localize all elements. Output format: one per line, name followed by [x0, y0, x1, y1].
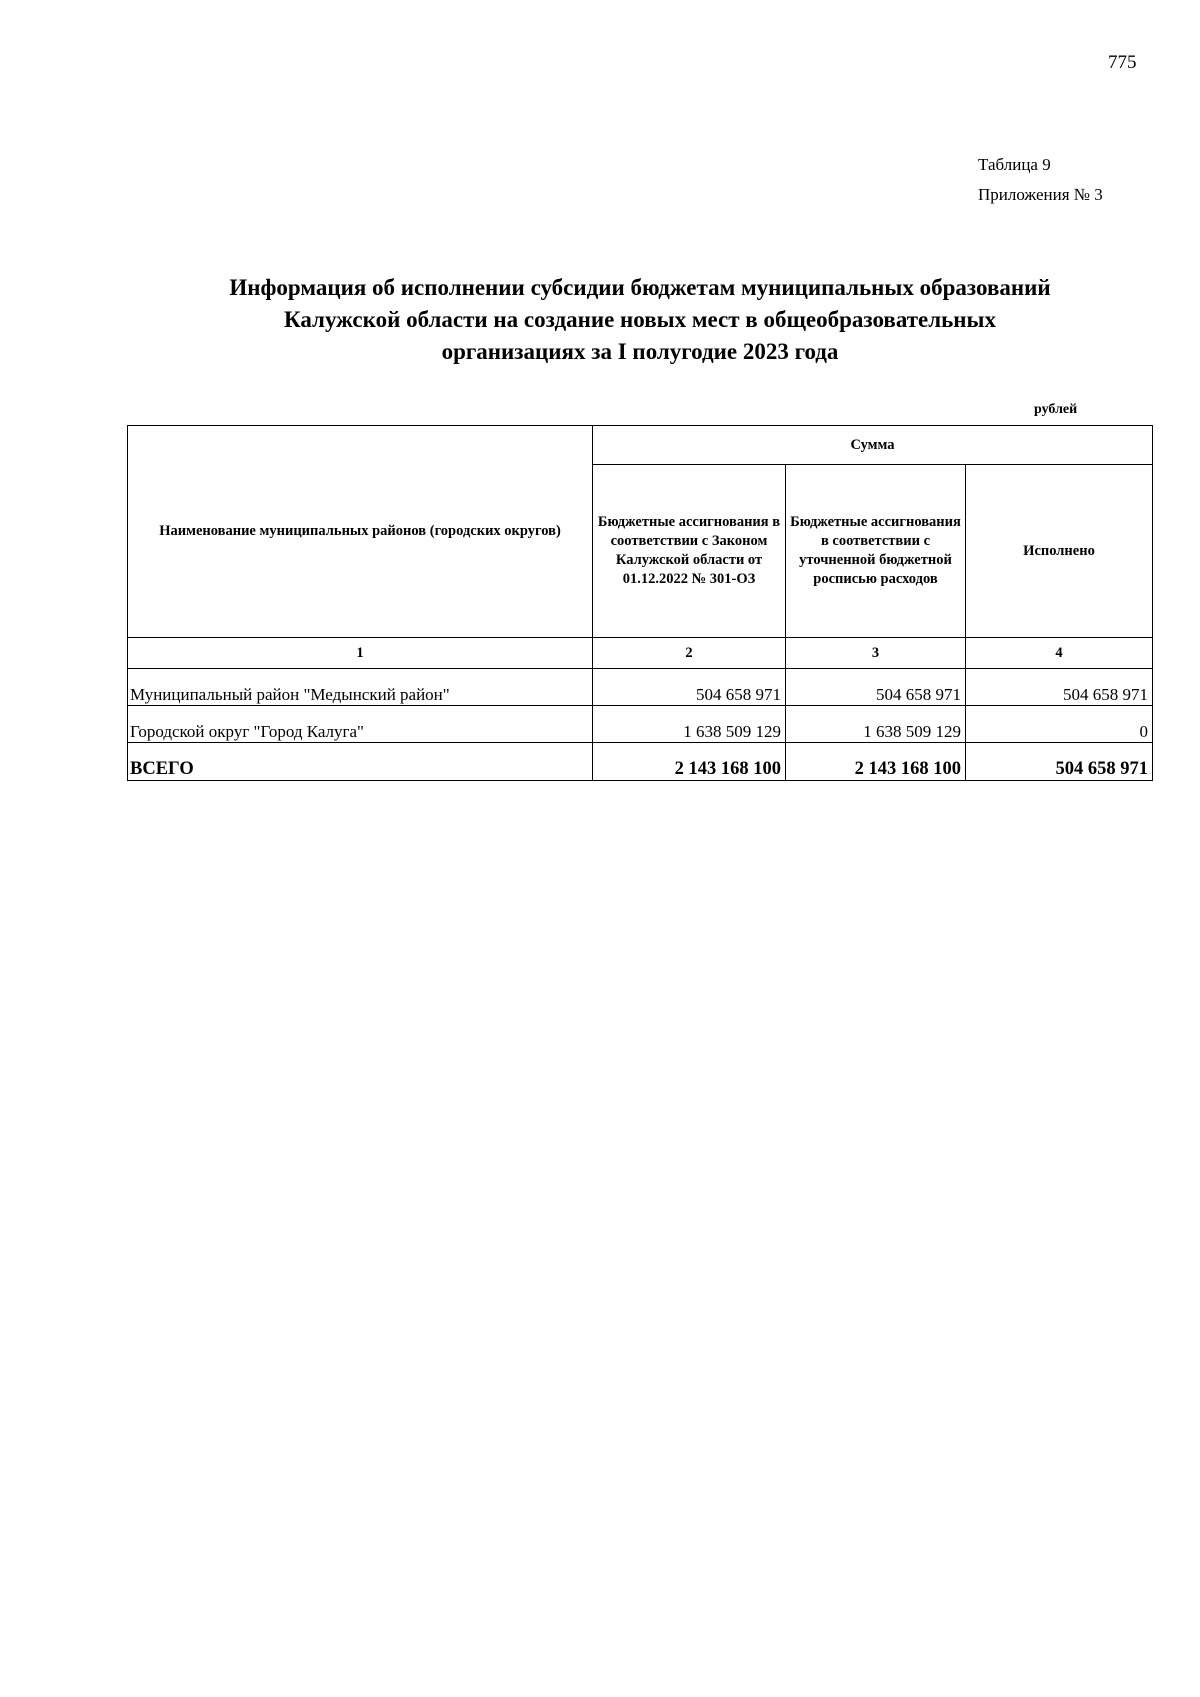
total-budget-schedule: 2 143 168 100 — [786, 743, 966, 781]
currency-unit: рублей — [1034, 402, 1078, 417]
total-label: ВСЕГО — [128, 743, 593, 781]
header-col-executed: Исполнено — [966, 465, 1153, 638]
header-col-law-allocation: Бюджетные ассигнования в соответствии с Законом Калужской области от 01.12.2022 № 301-ОЗ — [593, 465, 786, 638]
column-number: 3 — [786, 638, 966, 669]
page-number: 775 — [1108, 52, 1137, 73]
table-row — [128, 669, 1153, 706]
row-executed: 504 658 971 — [966, 669, 1153, 706]
subsidy-table — [127, 425, 1153, 781]
header-name-column: Наименование муниципальных районов (городских округов) — [128, 426, 593, 638]
row-law-allocation: 1 638 509 129 — [593, 706, 786, 743]
total-executed: 504 658 971 — [966, 743, 1153, 781]
document-title — [120, 272, 1160, 368]
total-law-allocation: 2 143 168 100 — [593, 743, 786, 781]
header-sum-group: Сумма — [593, 426, 1153, 465]
total-row — [128, 743, 1153, 781]
column-number: 1 — [128, 638, 593, 669]
row-budget-schedule: 1 638 509 129 — [786, 706, 966, 743]
title-line-2: Калужской области на создание новых мест в общеобразовательных — [283, 307, 997, 332]
title-line-3: организациях за I полугодие 2023 года — [441, 339, 839, 364]
row-name: Городской округ "Город Калуга" — [128, 706, 593, 743]
column-number: 4 — [966, 638, 1153, 669]
row-law-allocation: 504 658 971 — [593, 669, 786, 706]
row-executed: 0 — [966, 706, 1153, 743]
header-col-budget-schedule: Бюджетные ассигнования в соответствии с уточненной бюджетной росписью расходов — [786, 465, 966, 638]
table-label: Таблица 9 — [978, 155, 1051, 174]
appendix-label: Приложения № 3 — [978, 185, 1103, 204]
column-number-row — [128, 638, 1153, 669]
row-name: Муниципальный район "Медынский район" — [128, 669, 593, 706]
column-number: 2 — [593, 638, 786, 669]
table-row — [128, 706, 1153, 743]
row-budget-schedule: 504 658 971 — [786, 669, 966, 706]
appendix-reference — [978, 150, 1103, 210]
title-line-1: Информация об исполнении субсидии бюджетам муниципальных образований — [229, 275, 1051, 300]
